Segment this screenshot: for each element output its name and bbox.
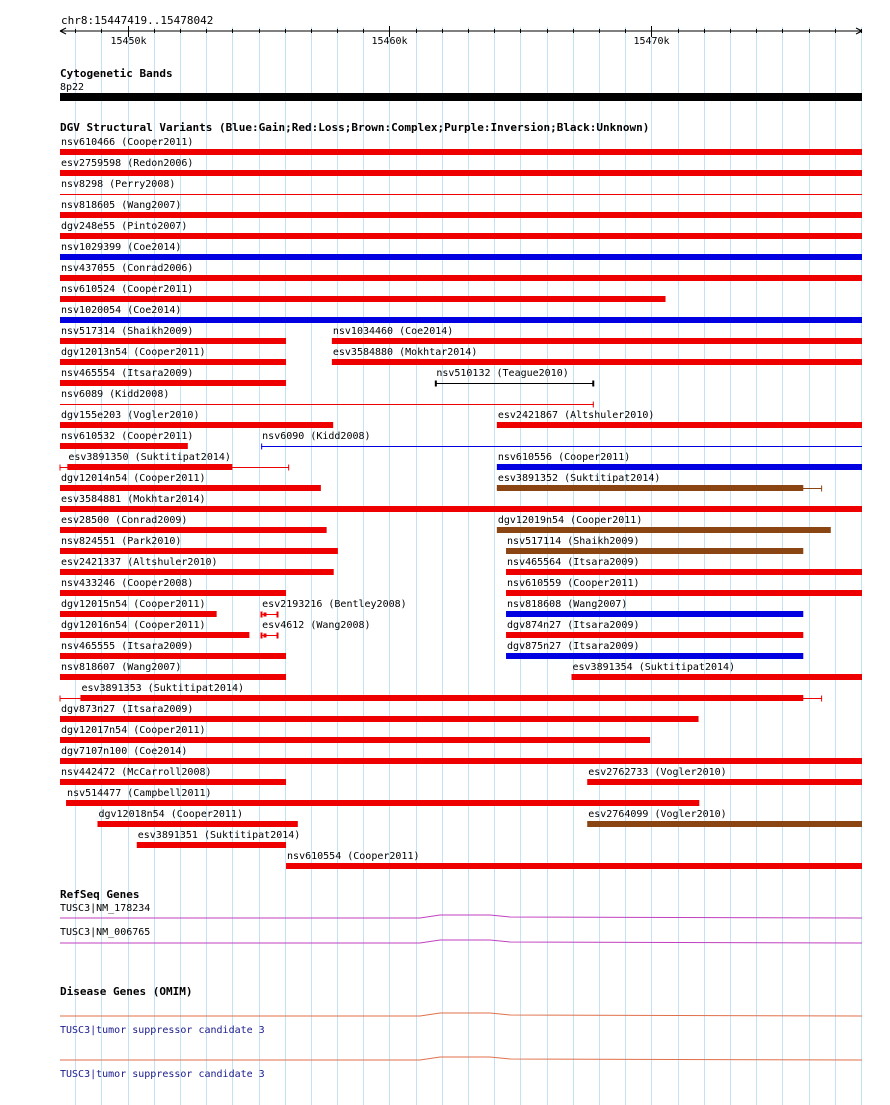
variant-esv3891354[interactable] [572, 662, 862, 680]
variant-dgv12014n54[interactable] [60, 473, 321, 491]
variant-bar[interactable] [66, 800, 699, 806]
variant-label: esv4612 (Wang2008) [262, 620, 371, 631]
dgv-track-title: DGV Structural Variants (Blue:Gain;Red:Loss;Brown:Complex;Purple:Inversion;Black:Unknown) [60, 121, 650, 134]
variant-nsv510132[interactable] [435, 368, 593, 387]
variant-label: nsv818605 (Wang2007) [61, 200, 182, 211]
variant-nsv1020054[interactable] [60, 305, 862, 323]
dgv-track [60, 121, 862, 869]
variant-label: nsv610556 (Cooper2011) [497, 452, 631, 463]
variant-label: nsv1020054 (Coe2014) [61, 305, 182, 316]
variant-bar[interactable] [587, 821, 862, 827]
variant-esv3584881[interactable] [60, 494, 862, 512]
cytoband-bar[interactable] [60, 93, 862, 101]
variant-label: nsv6089 (Kidd2008) [61, 389, 170, 400]
variant-nsv824551[interactable] [60, 536, 338, 554]
variant-bar[interactable] [572, 674, 862, 680]
variant-dgv873n27[interactable] [60, 704, 699, 722]
variant-block [264, 613, 267, 617]
variant-bar[interactable] [60, 443, 188, 449]
variant-esv28500[interactable] [60, 515, 327, 533]
variant-label: dgv875n27 (Itsara2009) [507, 641, 640, 652]
variant-bar[interactable] [497, 527, 831, 533]
variant-bar[interactable] [80, 695, 803, 701]
variant-label: esv2421337 (Altshuler2010) [61, 557, 218, 568]
variant-nsv517314[interactable] [60, 326, 286, 344]
variant-esv3891353[interactable] [60, 683, 822, 702]
ruler-tick-label: 15450k [110, 36, 147, 47]
cytoband-label: 8p22 [60, 82, 85, 93]
variant-label: nsv514477 (Campbell2011) [67, 788, 212, 799]
variant-bar[interactable] [60, 422, 333, 428]
variant-label: dgv12015n54 (Cooper2011) [61, 599, 206, 610]
variant-esv2193216[interactable] [262, 599, 407, 618]
variant-bar[interactable] [60, 506, 862, 512]
variant-label: dgv12019n54 (Cooper2011) [497, 515, 643, 526]
variant-bar[interactable] [332, 338, 862, 344]
variant-nsv610524[interactable] [60, 284, 666, 302]
variant-label: esv3584881 (Mokhtar2014) [61, 494, 206, 505]
variant-bar[interactable] [60, 380, 286, 386]
variant-label: esv2421867 (Altshuler2010) [497, 410, 655, 421]
variant-label: nsv610559 (Cooper2011) [507, 578, 640, 589]
variant-label: nsv1029399 (Coe2014) [61, 242, 182, 253]
variant-bar[interactable] [67, 464, 232, 470]
variant-esv2421867[interactable] [497, 410, 862, 428]
ruler-tick-label: 15460k [371, 36, 408, 47]
variant-label: esv3891354 (Suktitipat2014) [572, 662, 736, 673]
variant-bar[interactable] [60, 212, 862, 218]
variant-bar[interactable] [506, 590, 862, 596]
variant-label: nsv818607 (Wang2007) [61, 662, 182, 673]
variant-dgv12019n54[interactable] [497, 515, 831, 533]
variant-dgv12016n54[interactable] [60, 620, 249, 638]
variant-label: nsv610524 (Cooper2011) [61, 284, 194, 295]
variant-dgv248e55[interactable] [60, 221, 862, 239]
variant-block [264, 634, 267, 638]
variant-nsv6090[interactable] [261, 431, 862, 450]
variant-bar[interactable] [60, 716, 699, 722]
variant-label: nsv437055 (Conrad2006) [61, 263, 194, 274]
variant-label: nsv465555 (Itsara2009) [61, 641, 194, 652]
variant-bar[interactable] [60, 653, 286, 659]
ruler-tick-label: 15470k [633, 36, 670, 47]
variant-bar[interactable] [60, 569, 334, 575]
variant-esv2762733[interactable] [587, 767, 862, 785]
variant-bar[interactable] [497, 422, 862, 428]
variant-bar[interactable] [60, 737, 650, 743]
variant-bar[interactable] [60, 359, 286, 365]
variant-bar[interactable] [506, 653, 803, 659]
variant-bar[interactable] [506, 548, 803, 554]
variant-dgv12018n54[interactable] [97, 809, 297, 827]
variant-label: nsv465554 (Itsara2009) [61, 368, 194, 379]
variant-nsv465564[interactable] [506, 557, 862, 575]
variant-nsv517114[interactable] [506, 536, 803, 554]
variant-bar[interactable] [286, 863, 862, 869]
variant-dgv12015n54[interactable] [60, 599, 217, 617]
variant-label: nsv824551 (Park2010) [61, 536, 182, 547]
variant-bar[interactable] [497, 485, 803, 491]
variant-bar[interactable] [60, 674, 286, 680]
variant-label: esv2759598 (Redon2006) [61, 158, 194, 169]
variant-nsv610466[interactable] [60, 137, 862, 155]
variant-dgv12013n54[interactable] [60, 347, 286, 365]
variant-esv3891351[interactable] [137, 830, 301, 848]
variant-label: nsv610532 (Cooper2011) [61, 431, 194, 442]
variant-nsv818607[interactable] [60, 662, 286, 680]
variant-bar[interactable] [137, 842, 286, 848]
variant-dgv155e203[interactable] [60, 410, 333, 428]
omim-gene-label[interactable]: TUSC3|tumor suppressor candidate 3 [60, 1069, 265, 1080]
variant-bar[interactable] [60, 149, 862, 155]
variant-nsv437055[interactable] [60, 263, 862, 281]
variant-label: nsv610466 (Cooper2011) [61, 137, 194, 148]
variant-bar[interactable] [60, 170, 862, 176]
variant-label: nsv442472 (McCarroll2008) [61, 767, 212, 778]
variant-label: nsv433246 (Cooper2008) [61, 578, 194, 589]
variant-label: dgv12013n54 (Cooper2011) [61, 347, 206, 358]
variant-label: nsv6090 (Kidd2008) [262, 431, 371, 442]
variant-label: dgv12017n54 (Cooper2011) [61, 725, 206, 736]
variant-bar[interactable] [60, 758, 862, 764]
variant-bar[interactable] [497, 464, 862, 470]
variant-dgv874n27[interactable] [506, 620, 803, 638]
variant-bar[interactable] [60, 338, 286, 344]
variant-label: esv3891351 (Suktitipat2014) [137, 830, 301, 841]
variant-nsv610556[interactable] [497, 452, 862, 470]
variant-nsv465555[interactable] [60, 641, 286, 659]
variant-esv2759598[interactable] [60, 158, 862, 176]
variant-esv3891352[interactable] [497, 473, 822, 492]
variant-nsv1029399[interactable] [60, 242, 862, 260]
variant-label: esv3891350 (Suktitipat2014) [68, 452, 231, 463]
variant-nsv818605[interactable] [60, 200, 862, 218]
variant-bar[interactable] [60, 632, 249, 638]
dgv-features [60, 137, 862, 869]
variant-label: dgv874n27 (Itsara2009) [507, 620, 640, 631]
variant-label: nsv610554 (Cooper2011) [287, 851, 420, 862]
variant-label: nsv8298 (Perry2008) [61, 179, 176, 190]
variant-label: esv3891353 (Suktitipat2014) [81, 683, 245, 694]
omim-gene-label[interactable]: TUSC3|tumor suppressor candidate 3 [60, 1025, 265, 1036]
variant-nsv442472[interactable] [60, 767, 286, 785]
variant-label: dgv7107n100 (Coe2014) [61, 746, 188, 757]
variant-label: dgv12016n54 (Cooper2011) [61, 620, 206, 631]
variant-nsv465554[interactable] [60, 368, 286, 386]
variant-bar[interactable] [506, 632, 803, 638]
omim-track-title: Disease Genes (OMIM) [60, 985, 193, 998]
variant-bar[interactable] [60, 317, 862, 323]
variant-bar[interactable] [506, 611, 803, 617]
variant-label: esv3584880 (Mokhtar2014) [332, 347, 478, 358]
variant-label: esv2762733 (Vogler2010) [588, 767, 727, 778]
refseq-gene-label: TUSC3|NM_178234 [60, 903, 151, 914]
variant-bar[interactable] [332, 359, 862, 365]
variant-bar[interactable] [60, 611, 217, 617]
variant-nsv610554[interactable] [286, 851, 862, 869]
variant-bar[interactable] [60, 296, 666, 302]
variant-nsv433246[interactable] [60, 578, 286, 596]
variant-bar[interactable] [97, 821, 297, 827]
variant-bar[interactable] [60, 233, 862, 239]
variant-dgv875n27[interactable] [506, 641, 803, 659]
variant-label: esv3891352 (Suktitipat2014) [497, 473, 661, 484]
variant-bar[interactable] [60, 275, 862, 281]
variant-label: nsv1034460 (Coe2014) [332, 326, 454, 337]
variant-dgv12017n54[interactable] [60, 725, 650, 743]
variant-label: dgv873n27 (Itsara2009) [61, 704, 194, 715]
variant-label: dgv12018n54 (Cooper2011) [98, 809, 243, 820]
variant-label: nsv510132 (Teague2010) [436, 368, 569, 379]
refseq-track-title: RefSeq Genes [60, 888, 140, 901]
variant-bar[interactable] [60, 254, 862, 260]
variant-nsv610532[interactable] [60, 431, 193, 449]
variant-nsv6089[interactable] [60, 389, 594, 408]
variant-esv3891350[interactable] [60, 452, 289, 471]
variant-nsv610559[interactable] [506, 578, 862, 596]
variant-label: nsv517314 (Shaikh2009) [61, 326, 194, 337]
variant-label: esv2764099 (Vogler2010) [588, 809, 727, 820]
variant-label: dgv155e203 (Vogler2010) [61, 410, 200, 421]
cytoband-track-title: Cytogenetic Bands [60, 67, 173, 80]
variant-nsv514477[interactable] [66, 788, 699, 806]
variant-label: esv28500 (Conrad2009) [61, 515, 188, 526]
variant-esv4612[interactable] [262, 620, 371, 639]
refseq-gene-label: TUSC3|NM_006765 [60, 927, 151, 938]
variant-dgv7107n100[interactable] [60, 746, 862, 764]
variant-label: nsv517114 (Shaikh2009) [507, 536, 640, 547]
variant-bar[interactable] [506, 569, 862, 575]
variant-label: dgv248e55 (Pinto2007) [61, 221, 188, 232]
variant-esv2421337[interactable] [60, 557, 334, 575]
variant-bar[interactable] [60, 527, 327, 533]
variant-bar[interactable] [60, 779, 286, 785]
variant-bar[interactable] [60, 548, 338, 554]
variant-label: nsv818608 (Wang2007) [507, 599, 628, 610]
variant-bar[interactable] [60, 590, 286, 596]
variant-label: nsv465564 (Itsara2009) [507, 557, 640, 568]
variant-esv2764099[interactable] [587, 809, 862, 827]
variant-label: esv2193216 (Bentley2008) [262, 599, 407, 610]
variant-label: dgv12014n54 (Cooper2011) [61, 473, 206, 484]
region-label: chr8:15447419..15478042 [61, 14, 214, 27]
variant-bar[interactable] [60, 485, 321, 491]
variant-nsv818608[interactable] [506, 599, 803, 617]
variant-bar[interactable] [587, 779, 862, 785]
